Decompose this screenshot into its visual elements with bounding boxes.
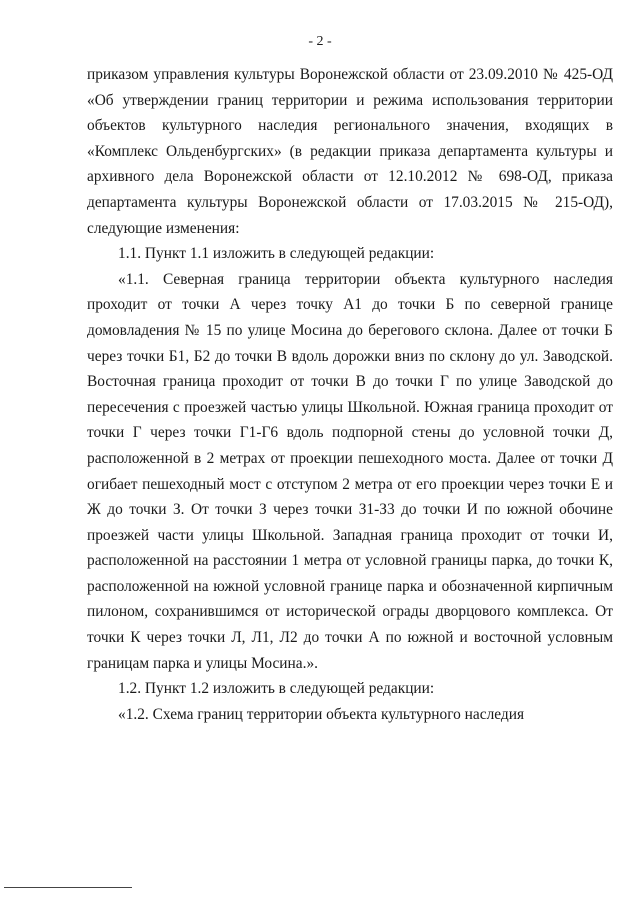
page-number: - 2 - xyxy=(308,34,332,49)
document-body xyxy=(87,62,613,727)
paragraph-item-1-1-heading: 1.1. Пункт 1.1 изложить в следующей редакции: xyxy=(118,245,435,263)
paragraph-item-1-2-heading: 1.2. Пункт 1.2 изложить в следующей редакции: xyxy=(118,680,435,698)
paragraph-item-1-1-text: «1.1. Северная граница территории объекта культурного наследия проходит от точки А через точку А1 до точки Б по северной границе домовладения № 15 по улице Мосина до берегового склона. Далее от точки Б через точки Б1, Б2 до точки В вдоль дорожки вниз по склону до ул. Заводской. Восточная граница проходит от точки В до точки Г по улице Заводской до пересечения с проезжей частью улицы Школьной. Южная граница проходит от точки Г через точки Г1-Г6 вдоль подпорной стены до условной точки Д, расположенной в 2 метрах от проекции пешеходного моста. Далее от точки Д огибает пешеходный мост с отступом 2 метра от его проекции через точки Е и Ж до точки З. От точки З через точки З1-З3 до точки И по южной обочине проезжей части улицы Школьной. Западная граница проходит от точки И, расположенной на расстоянии 1 метра от условной границы парка, до точки К, расположенной на южной условной границе парка и обозначенной кирпичным пилоном, сохранившимся от исторической ограды дворцового комплекса. От точки К через точки Л, Л1, Л2 до точки А по южной и восточной условным границам парка и улицы Мосина.». xyxy=(87,270,613,672)
footer-divider xyxy=(4,887,132,888)
paragraph-amendment-intro: приказом управления культуры Воронежской области от 23.09.2010 № 425-ОД «Об утверждении границ территории и режима использования территории объектов культурного наследия регионального значения, входящих в «Комплекс Ольденбургских» (в редакции приказа департамента культуры и архивного дела Воронежской области от 12.10.2012 № 698-ОД, приказа департамента культуры Воронежской области от 17.03.2015 № 215-ОД), следующие изменения: xyxy=(87,66,613,237)
paragraph-item-1-2-text: «1.2. Схема границ территории объекта культурного наследия xyxy=(118,705,525,723)
